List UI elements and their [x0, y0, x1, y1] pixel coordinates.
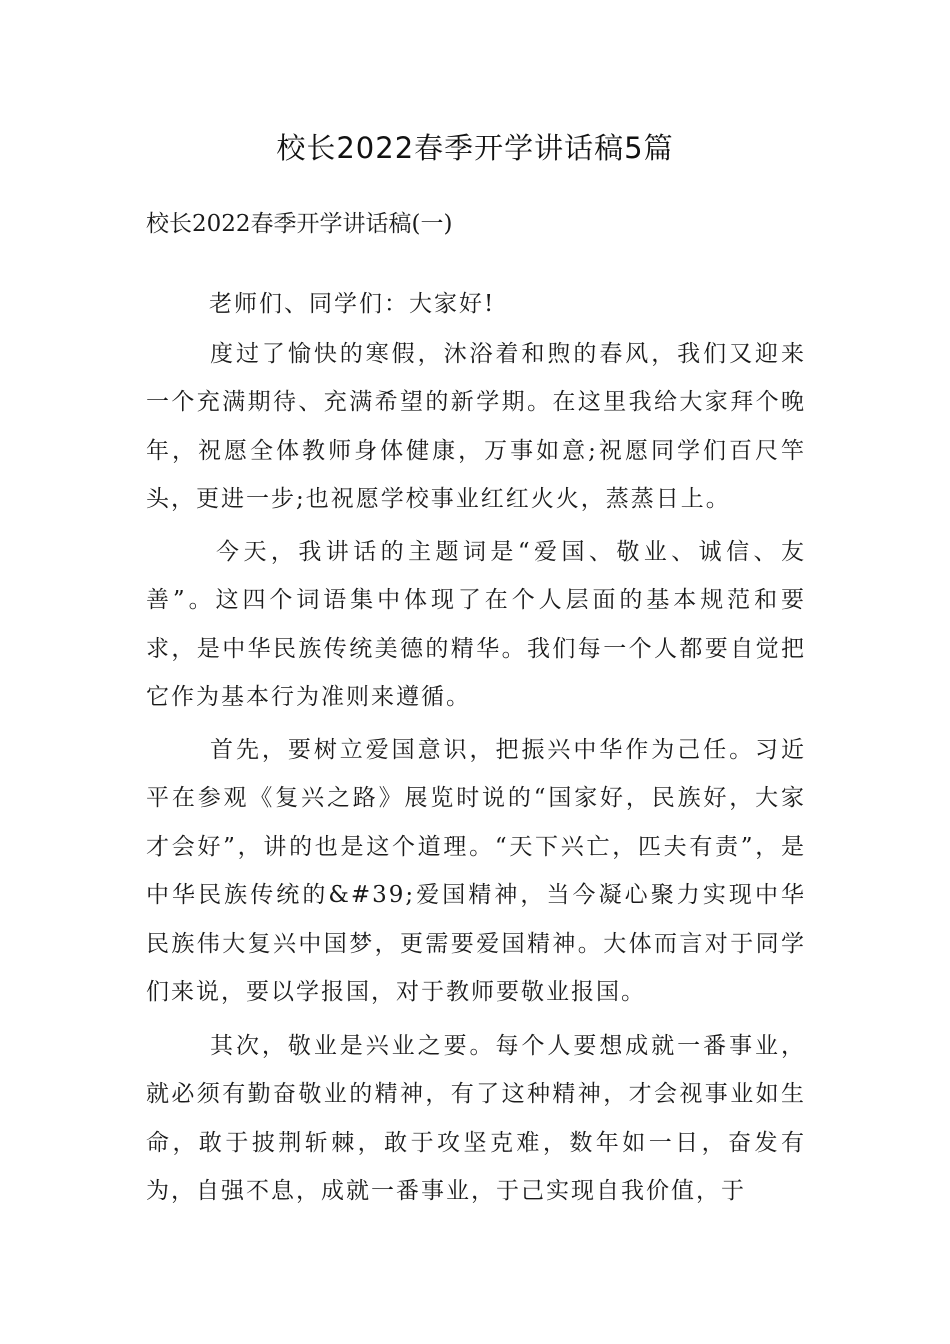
document-title: 校长2022春季开学讲话稿5篇 — [276, 131, 674, 165]
body-paragraph-3: 首先，要树立爱国意识，把振兴中华作为己任。习近平在参观《复兴之路》展览时说的“国家好，民族好，大家才会好”，讲的也是这个道理。“天下兴亡，匹夫有责”，是中华民族传统的&#39;爱国精神，当今凝心聚力实现中华民族伟大复兴中国梦，更需要爱国精神。大体而言对于同学们来说，要以学报国，对于教师要敬业报国。 — [146, 737, 806, 1006]
greeting-line: 老师们、同学们：大家好! — [209, 291, 496, 317]
section-heading: 校长2022春季开学讲话稿(一) — [146, 211, 453, 237]
body-paragraph-4: 其次，敬业是兴业之要。每个人要想成就一番事业，就必须有勤奋敬业的精神，有了这种精神，才会视事业如生命，敢于披荆斩棘，敢于攻坚克难，数年如一日，奋发有为，自强不息，成就一番事业，于己实现自我价值，于 — [146, 1033, 806, 1205]
body-paragraph-2: 今天，我讲话的主题词是“爱国、敬业、诚信、友善”。这四个词语集中体现了在个人层面的基本规范和要求，是中华民族传统美德的精华。我们每一个人都要自觉把它作为基本行为准则来遵循。 — [146, 539, 806, 711]
body-paragraph-1: 度过了愉快的寒假，沐浴着和煦的春风，我们又迎来一个充满期待、充满希望的新学期。在这里我给大家拜个晚年，祝愿全体教师身体健康，万事如意;祝愿同学们百尺竿头，更进一步;也祝愿学校事业红红火火，蒸蒸日上。 — [146, 341, 806, 513]
